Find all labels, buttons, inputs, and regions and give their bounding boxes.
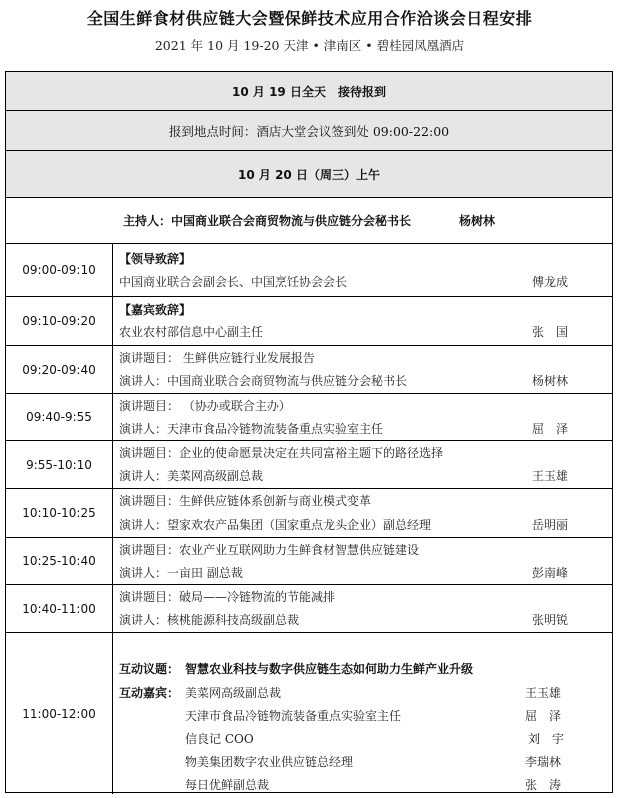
page-title: 全国生鲜食材供应链大会暨保鲜技术应用合作洽谈会日程安排 [86, 9, 533, 28]
panel-guests-label: 互动嘉宾： [119, 686, 180, 700]
session-line1: 演讲题目：企业的使命愿景决定在共同富裕主题下的路径选择 [119, 446, 444, 460]
guest-title: 天津市食品冷链物流装备重点实验室主任 [185, 709, 402, 723]
guest-title: 物美集团数字农业供应链总经理 [185, 755, 354, 769]
guest-name: 张 涛 [525, 778, 562, 792]
session-line2: 演讲人：中国商业联合会商贸物流与供应链分会秘书长 [119, 374, 408, 388]
session-line2: 演讲人：望家欢农产品集团（国家重点龙头企业）副总经理 [119, 518, 432, 532]
session-line1: 【领导致辞】 [119, 252, 192, 266]
session-line2: 中国商业联合会副会长、中国烹饪协会会长 [119, 275, 348, 289]
session-line1: 演讲题目：农业产业互联网助力生鲜食材智慧供应链建设 [119, 543, 420, 557]
panel-topic: 智慧农业科技与数字供应链生态如何助力生鲜产业升级 [185, 662, 474, 676]
session-line2: 演讲人：核桃能源科技高级副总裁 [119, 613, 300, 627]
speaker-name: 傅龙成 [532, 275, 569, 289]
day2-date: 10 月 20 日（周三）上午 [238, 167, 380, 182]
session-row [6, 297, 612, 346]
session-line1: 演讲题目：生鲜供应链体系创新与商业模式变革 [119, 494, 372, 508]
session-time: 09:20-09:40 [6, 346, 113, 393]
session-row [6, 244, 612, 297]
session-line2: 农业农村部信息中心副主任 [119, 325, 264, 339]
registration-info [6, 111, 612, 151]
session-line2: 演讲人：天津市食品冷链物流装备重点实验室主任 [119, 422, 384, 436]
session-time: 09:00-09:10 [6, 244, 113, 296]
host-row [6, 198, 612, 244]
session-line2: 演讲人：一亩田 副总裁 [119, 566, 243, 580]
panel-topic-label: 互动议题： [119, 662, 180, 676]
guest-title: 信良记 COO [185, 732, 254, 746]
session-row [6, 346, 612, 394]
session-row [6, 394, 612, 441]
session-time: 10:10-10:25 [6, 489, 113, 537]
schedule-table [5, 71, 613, 793]
event-subtitle: 2021 年 10 月 19-20 天津 • 津南区 • 碧桂园凤凰酒店 [154, 38, 465, 53]
session-line1: 演讲题目： 生鲜供应链行业发展报告 [119, 351, 315, 365]
speaker-name: 屈 泽 [532, 422, 569, 436]
session-time: 09:10-09:20 [6, 297, 113, 345]
session-time: 10:40-11:00 [6, 585, 113, 632]
guest-name: 李瑞林 [525, 755, 562, 769]
session-time: 09:40-9:55 [6, 394, 113, 440]
speaker-name: 张 国 [532, 325, 569, 339]
day1-heading [6, 72, 612, 111]
panel-time: 11:00-12:00 [6, 633, 113, 794]
day1-label: 接待报到 [337, 84, 386, 99]
session-line2: 演讲人：美菜网高级副总裁 [119, 469, 264, 483]
session-row [6, 538, 612, 585]
session-line1: 【嘉宾致辞】 [119, 303, 192, 317]
panel-row [6, 633, 612, 794]
guest-title: 每日优鲜副总裁 [185, 778, 270, 792]
guest-name: 屈 泽 [525, 709, 562, 723]
session-time: 10:25-10:40 [6, 538, 113, 584]
speaker-name: 王玉雄 [532, 469, 569, 483]
speaker-name: 彭南峰 [532, 566, 569, 580]
session-row [6, 441, 612, 489]
session-time: 9:55-10:10 [6, 441, 113, 488]
day2-heading [6, 151, 612, 198]
session-line1: 演讲题目：破局——冷链物流的节能减排 [119, 590, 336, 604]
guest-name: 刘 宇 [528, 732, 565, 746]
session-line1: 演讲题目： （协办或联合主办） [119, 399, 291, 413]
registration-text: 报到地点时间：酒店大堂会议签到处 09:00-22:00 [168, 123, 450, 139]
guest-name: 王玉雄 [525, 686, 562, 700]
session-row [6, 585, 612, 633]
host-label: 主持人：中国商业联合会商贸物流与供应链分会秘书长 [122, 214, 411, 228]
day1-date: 10 月 19 日全天 [232, 84, 326, 99]
host-name: 杨树林 [459, 214, 496, 228]
speaker-name: 杨树林 [532, 374, 569, 388]
speaker-name: 张明锐 [532, 613, 569, 627]
session-row [6, 489, 612, 538]
speaker-name: 岳明丽 [532, 518, 569, 532]
guest-title: 美菜网高级副总裁 [185, 686, 282, 700]
